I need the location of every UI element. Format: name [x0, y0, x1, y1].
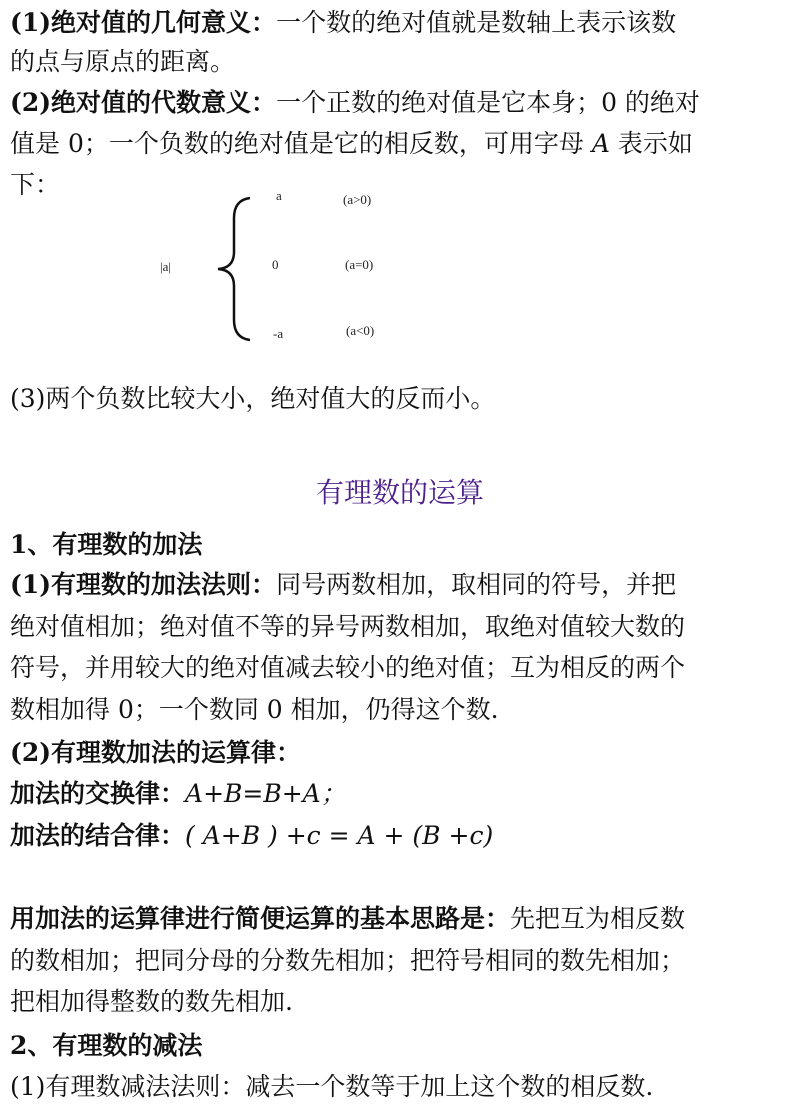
s1-heading: 1、有理数的加法 [10, 530, 203, 559]
case-2-value: 0 [272, 257, 279, 272]
s1-rule-line-3: 符号，并用较大的绝对值减去较小的绝对值；互为相反的两个 [10, 653, 686, 682]
tip-label: 用加法的运算律进行简便运算的基本思路是： [10, 904, 511, 933]
s1-rule-line-2: 绝对值相加；绝对值不等的异号两数相加，取绝对值较大数的 [10, 612, 686, 641]
p1-line-1 [10, 6, 676, 40]
s1-laws-heading: (2)有理数加法的运算律： [10, 738, 302, 767]
tip-line-1 [10, 902, 685, 936]
comm-formula: A+B=B+A； [185, 779, 346, 808]
brace-icon [212, 196, 252, 342]
s1-rule-line-4: 数相加得 0；一个数同 0 相加，仍得这个数. [10, 695, 499, 724]
p2-text: 一个正数的绝对值是它本身；0 的绝对 [276, 88, 700, 117]
associative-law [10, 819, 493, 853]
p3-line: (3)两个负数比较大小，绝对值大的反而小。 [10, 384, 496, 413]
p2-line-1 [10, 86, 700, 120]
abs-symbol: |a| [160, 259, 171, 274]
p1-text: 一个数的绝对值就是数轴上表示该数 [276, 8, 677, 37]
p2-text-b1: 值是 0；一个负数的绝对值是它的相反数，可用字母 [10, 129, 592, 158]
case-3-value: -a [273, 326, 284, 341]
letter-a: A [591, 129, 610, 158]
case-2-condition: (a=0) [345, 257, 374, 272]
tip-line-2: 的数相加；把同分母的分数先相加；把符号相同的数先相加； [10, 946, 686, 975]
tip-text-a: 先把互为相反数 [510, 904, 686, 933]
s1-rule-label: (1)有理数的加法法则： [10, 570, 277, 599]
s1-rule-line-1 [10, 568, 676, 602]
tip-line-3: 把相加得整数的数先相加. [10, 987, 293, 1016]
p1-label: (1)绝对值的几何意义： [10, 8, 277, 37]
assoc-formula: ( A+B ) +c = A + (B +c) [185, 821, 494, 850]
section-title: 有理数的运算 [315, 476, 484, 509]
commutative-law [10, 777, 346, 811]
s2-rule: (1)有理数减法法则：减去一个数等于加上这个数的相反数. [10, 1072, 654, 1101]
p2-line-2 [10, 127, 693, 161]
p2-line-3: 下： [10, 170, 61, 199]
p2-text-b2: 表示如 [609, 129, 693, 158]
s1-rule-text-a: 同号两数相加，取相同的符号，并把 [276, 570, 677, 599]
p2-label: (2)绝对值的代数意义： [10, 88, 277, 117]
s2-heading: 2、有理数的减法 [10, 1031, 203, 1060]
p1-line-2: 的点与原点的距离。 [10, 47, 236, 76]
case-1-condition: (a>0) [343, 192, 372, 207]
assoc-label: 加法的结合律： [10, 821, 186, 850]
case-1-value: a [276, 188, 282, 203]
case-3-condition: (a<0) [346, 323, 375, 338]
comm-label: 加法的交换律： [10, 779, 186, 808]
